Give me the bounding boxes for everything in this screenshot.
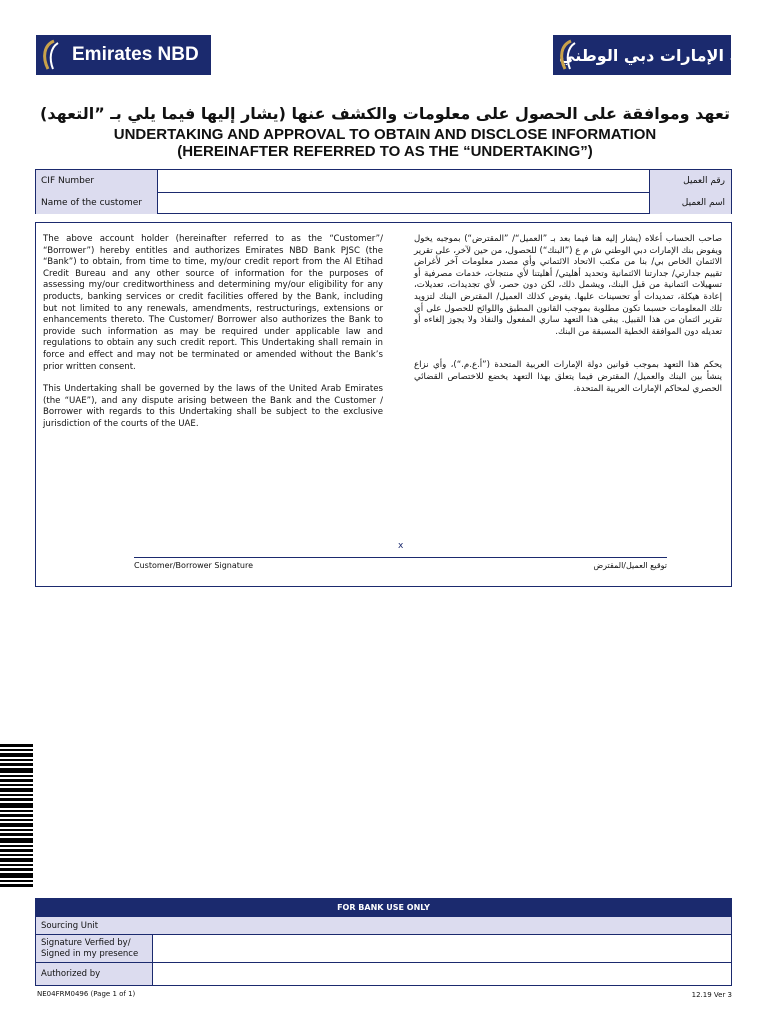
name-label-ar: اسم العميل [649, 192, 731, 214]
authorized-by-label [36, 963, 152, 985]
cif-label-ar: رقم العميل [649, 170, 731, 192]
signature-mark: x [398, 541, 404, 551]
authorized-by-row [36, 962, 731, 985]
authorized-by-label-text: Authorized by [41, 969, 101, 979]
name-label-en: Name of the customer [36, 192, 158, 214]
emirates-nbd-logo-en [36, 35, 211, 75]
signature-verified-row [36, 934, 731, 962]
english-text-column [43, 234, 383, 442]
signature-verified-line2: Signed in my presence [41, 948, 139, 959]
arabic-paragraph-2: يحكم هذا التعهد بموجب قوانين دولة الإمارات العربية المتحدة (”أ.ع.م.“)، وأي نزاع ينشأ بين البنك والعميل/ المقترض فيما يتعلق بهذا التعهد يخضع للاختصاص القضائي الحصري لمحاكم الإمارات العربية المتحدة. [414, 360, 722, 394]
cif-number-field[interactable] [158, 170, 649, 192]
signature-line[interactable] [134, 557, 667, 558]
bank-logo-icon [36, 35, 66, 75]
english-paragraph-1: The above account holder (hereinafter referred to as the “Customer”/ “Borrower”) hereby entitles and authorizes Emirates NBD Bank PJSC (the “Bank”) to obtain, from time to time, my/our credit report from the Al Etihad Credit Bureau and any other source of information for the purposes of assessing my/our creditworthiness and determining my/our eligibility for any products, banking services or credit facilities offered by the Bank, including but not limited to any renewals, amendments, restructurings, extensions or enhancements thereto. The Customer/ Borrower also authorizes the Bank to provide such information as may be required under applicable law and regulations to obtain any such credit report. This Undertaking shall remain in force and effect and may not be terminated or amended without the Bank’s prior written consent. [43, 234, 383, 372]
customer-name-row [36, 192, 731, 214]
title-english-line1: UNDERTAKING AND APPROVAL TO OBTAIN AND DISCLOSE INFORMATION [113, 126, 657, 143]
logo-ar-text: بنك الإمارات دبي الوطني [559, 45, 757, 65]
arabic-paragraph-1: صاحب الحساب أعلاه (يشار إليه هنا فيما بعد بـ ”العميل“/ ”المقترض“) بموجبه يخول ويفوض بنك الإمارات دبي الوطني ش م ع (”البنك“) للحصول، من حين لآخر، على تقرير الائتمان الخاص بي/ بنا من مكتب الاتحاد الائتماني وأي مصدر معلومات آخر لأغراض تقييم جدارتي/ جدارتنا الائتمانية وتحديد أهليتي/ أهليتنا لأي منتجات، خدمات مصرفية أو تسهيلات ائتمانية من قبل البنك، ويشمل ذلك، لكن دون حصر، لأي تجديدات، تعديلات، إعادة هيكلة، تمديدات أو تحسينات عليها. يفوض كذلك العميل/ المقترض البنك لتزويد تلك المعلومات حسبما تكون مطلوبة بموجب القانون المطبق واللوائح للحصول على أي تقرير ائتمان من هذا القبيل. يبقى هذا التعهد ساري المفعول والنفاذ ولا يجوز إلغاءه أو تعديله دون الموافقة الخطية المسبقة من البنك. [414, 234, 722, 337]
title-english [40, 126, 730, 160]
customer-info-table [35, 169, 732, 214]
cif-row [36, 170, 731, 193]
cif-label-en: CIF Number [36, 170, 158, 192]
signature-verified-field[interactable] [152, 935, 731, 962]
barcode [0, 744, 33, 887]
english-paragraph-2: This Undertaking shall be governed by the laws of the United Arab Emirates (the “UAE”), and any dispute arising between the Bank and the Customer / Borrower with regards to this Undertaking shall be subject to the exclusive jurisdiction of the courts of the UAE. [43, 384, 383, 429]
logo-en-text: Emirates NBD [72, 44, 199, 65]
form-code: NE04FRM0496 (Page 1 of 1) [37, 990, 136, 998]
signature-verified-label [36, 935, 152, 962]
signature-label-ar: توقيع العميل/المقترض [593, 561, 667, 570]
signature-label-en: Customer/Borrower Signature [134, 561, 253, 570]
sourcing-unit-row [36, 916, 731, 934]
signature-verified-line1: Signature Verfied by/ [41, 937, 131, 948]
bank-use-table [35, 898, 732, 986]
emirates-nbd-logo-ar [553, 35, 757, 75]
arabic-text-column [414, 234, 722, 417]
form-version: 12.19 Ver 3 [691, 991, 732, 999]
sourcing-unit-label-text: Sourcing Unit [41, 920, 99, 931]
bank-use-header: FOR BANK USE ONLY [36, 899, 731, 916]
title-english-line2: (HEREINAFTER REFERRED TO AS THE “UNDERTAKING”) [177, 143, 593, 160]
customer-name-field[interactable] [158, 192, 649, 214]
authorized-by-field[interactable] [152, 963, 731, 985]
sourcing-unit-label[interactable] [36, 917, 731, 934]
title-arabic: تعهد وموافقة على الحصول على معلومات والكشف عنها (يشار إليها فيما يلي بـ ”التعهد) [40, 104, 730, 123]
undertaking-body [35, 222, 732, 587]
